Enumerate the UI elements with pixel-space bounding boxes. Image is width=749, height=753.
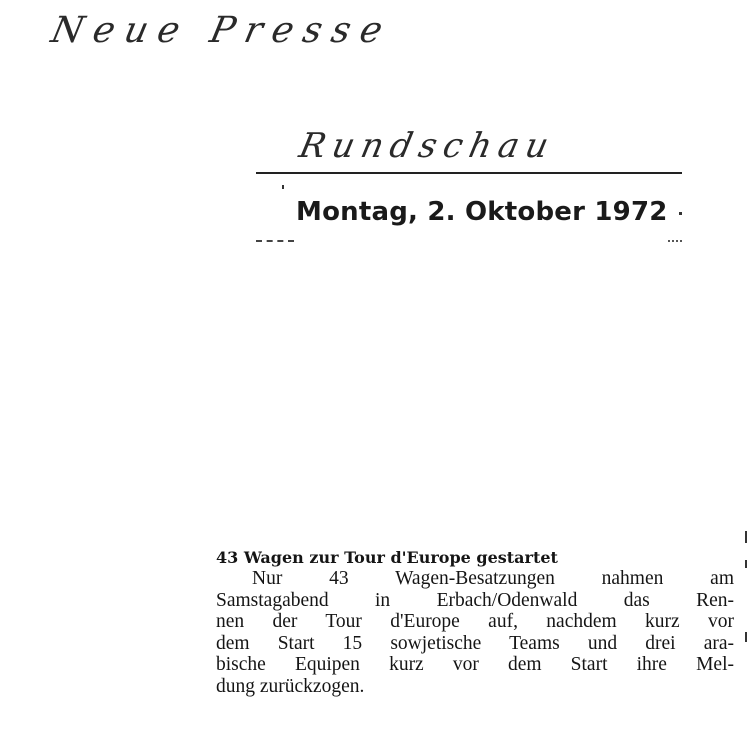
article-line: nen der Tour d'Europe auf, nachdem kurz vor (216, 611, 734, 632)
article-line: Samstagabend in Erbach/Odenwald das Ren- (216, 589, 734, 611)
article-line: Nur 43 Wagen-Besatzungen nahmen am (252, 568, 734, 589)
handwritten-section-note: Rundschau (295, 126, 559, 166)
article-line: bische Equipen kurz vor dem Start ihre Mel- (216, 654, 734, 675)
article-body (216, 568, 734, 697)
top-rule (256, 172, 682, 174)
handwritten-source-note: Neue Presse (47, 10, 397, 51)
bottom-rule-right (668, 240, 682, 242)
clipping-edge-mark (745, 531, 747, 543)
news-article (216, 548, 734, 697)
article-headline: 43 Wagen zur Tour d'Europe gestartet (216, 548, 558, 567)
clipping-edge-mark (745, 560, 747, 568)
article-line: dung zurückzogen. (216, 675, 365, 697)
date-dot-mark (679, 212, 682, 215)
article-line: dem Start 15 sowjetische Teams und drei ara- (216, 632, 734, 654)
bottom-rule-left (256, 240, 294, 242)
rule-tick-mark (282, 185, 284, 189)
publication-date: Montag, 2. Oktober 1972 (296, 197, 668, 227)
clipping-edge-mark (745, 632, 747, 642)
